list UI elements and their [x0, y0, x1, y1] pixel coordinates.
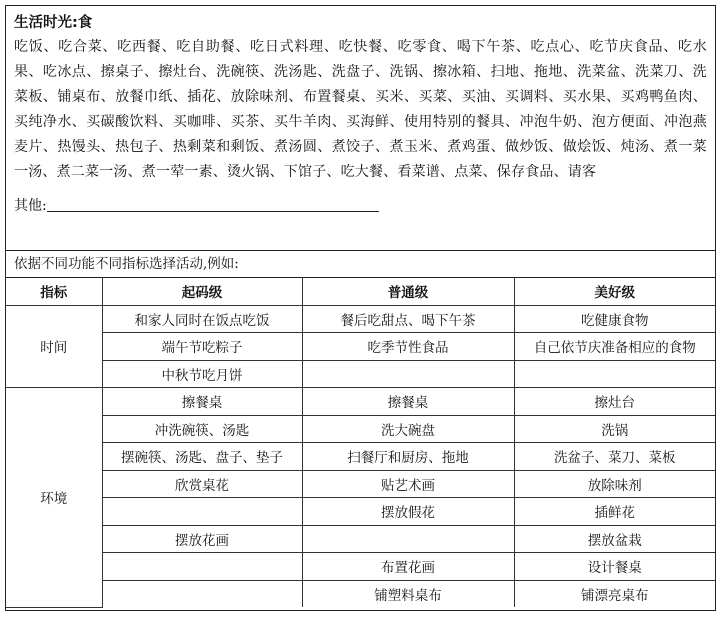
good-cell: [514, 360, 715, 388]
good-cell: 吃健康食物: [514, 305, 715, 333]
activity-level-table: [6, 278, 715, 608]
activity-sheet: [5, 5, 716, 611]
good-cell: 擦灶台: [514, 388, 715, 416]
normal-cell: 擦餐桌: [302, 388, 514, 416]
table-row: [6, 305, 715, 333]
normal-cell: 摆放假花: [302, 498, 514, 526]
basic-cell: 和家人同时在饭点吃饭: [102, 305, 302, 333]
table-row: [6, 388, 715, 416]
header-normal: 普通级: [302, 278, 514, 305]
basic-cell: 冲洗碗筷、汤匙: [102, 415, 302, 443]
good-cell: 洗锅: [514, 415, 715, 443]
table-row: [6, 415, 715, 443]
normal-cell: 扫餐厅和厨房、拖地: [302, 443, 514, 471]
normal-cell: 铺塑料桌布: [302, 580, 514, 607]
table-row: [6, 470, 715, 498]
basic-cell: 欣赏桌花: [102, 470, 302, 498]
normal-cell: 餐后吃甜点、喝下午茶: [302, 305, 514, 333]
table-row: [6, 553, 715, 581]
basic-cell: [102, 553, 302, 581]
basic-cell: 摆碗筷、汤匙、盘子、垫子: [102, 443, 302, 471]
normal-cell: [302, 360, 514, 388]
section-title: 生活时光:食: [14, 15, 93, 31]
activity-list-section: [6, 6, 715, 246]
basic-cell: [102, 498, 302, 526]
good-cell: 自己依节庆准备相应的食物: [514, 333, 715, 361]
basic-cell: 端午节吃粽子: [102, 333, 302, 361]
header-indicator: 指标: [6, 278, 102, 305]
good-cell: 铺漂亮桌布: [514, 580, 715, 607]
normal-cell: 洗大碗盘: [302, 415, 514, 443]
normal-cell: [302, 525, 514, 553]
header-basic: 起码级: [102, 278, 302, 305]
header-good: 美好级: [514, 278, 715, 305]
normal-cell: 布置花画: [302, 553, 514, 581]
good-cell: 放除味剂: [514, 470, 715, 498]
indicator-cell: 环境: [6, 388, 102, 608]
table-row: [6, 580, 715, 607]
basic-cell: 擦餐桌: [102, 388, 302, 416]
good-cell: 设计餐桌: [514, 553, 715, 581]
table-row: [6, 498, 715, 526]
table-row: [6, 525, 715, 553]
table-header-row: [6, 278, 715, 305]
other-label: 其他:: [14, 198, 47, 214]
other-field: [14, 195, 707, 217]
table-row: [6, 333, 715, 361]
table-row: [6, 360, 715, 388]
other-blank-line: [47, 197, 379, 212]
good-cell: 洗盆子、菜刀、菜板: [514, 443, 715, 471]
basic-cell: 中秋节吃月饼: [102, 360, 302, 388]
good-cell: 插鲜花: [514, 498, 715, 526]
table-row: [6, 443, 715, 471]
basic-cell: 摆放花画: [102, 525, 302, 553]
normal-cell: 贴艺术画: [302, 470, 514, 498]
indicator-cell: 时间: [6, 305, 102, 388]
table-intro: 依据不同功能不同指标选择活动,例如:: [6, 251, 715, 278]
basic-cell: [102, 580, 302, 607]
normal-cell: 吃季节性食品: [302, 333, 514, 361]
activity-list: 吃饭、吃合菜、吃西餐、吃自助餐、吃日式料理、吃快餐、吃零食、喝下午茶、吃点心、吃节庆食品、吃水果、吃冰点、擦桌子、擦灶台、洗碗筷、洗汤匙、洗盘子、洗锅、擦冰箱、扫地、拖地、洗菜盆、洗菜刀、洗菜板、铺桌布、放餐巾纸、插花、放除味剂、布置餐桌、买米、买菜、买油、买调料、买水果、买鸡鸭鱼肉、买纯净水、买碳酸饮料、买咖啡、买茶、买牛羊肉、买海鲜、使用特别的餐具、冲泡牛奶、泡方便面、冲泡燕麦片、热馒头、热包子、热剩菜和剩饭、煮汤圆、煮饺子、煮玉米、煮鸡蛋、做炒饭、做烩饭、炖汤、煮一菜一汤、煮二菜一汤、煮一荤一素、烫火锅、下馆子、吃大餐、看菜谱、点菜、保存食品、请客: [14, 39, 707, 180]
good-cell: 摆放盆栽: [514, 525, 715, 553]
